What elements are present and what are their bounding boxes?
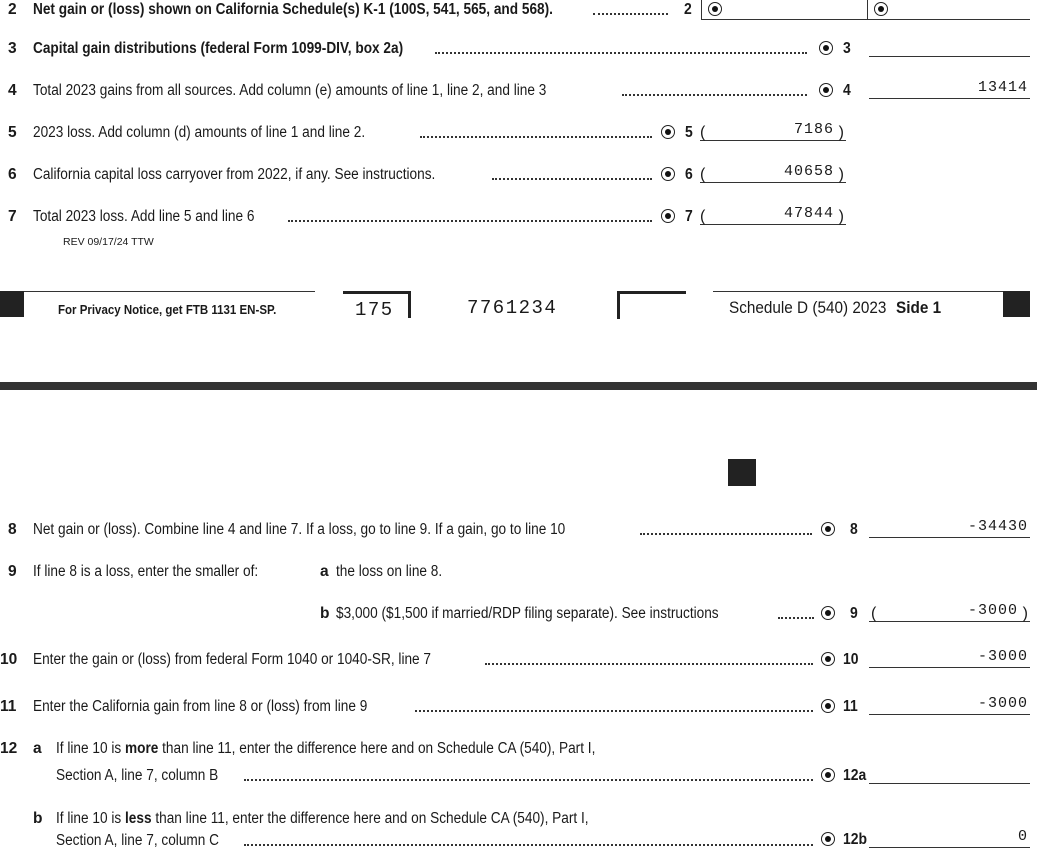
line-11-field[interactable] xyxy=(869,695,1030,715)
leader-dots xyxy=(244,844,813,846)
line-7-number: 7 xyxy=(8,208,17,225)
line-6-field[interactable] xyxy=(700,163,846,183)
code-box-side xyxy=(408,291,411,318)
close-paren: ) xyxy=(838,166,844,183)
line-12a-box-label: 12a xyxy=(843,767,867,784)
line-12b-radio-icon[interactable] xyxy=(821,832,835,846)
line-12a-text-2: Section A, line 7, column B xyxy=(56,767,219,784)
line-10-value: -3000 xyxy=(977,648,1028,665)
close-paren: ) xyxy=(838,208,844,225)
line-9-field[interactable] xyxy=(869,602,1030,622)
line-12a-radio-icon[interactable] xyxy=(821,768,835,782)
line-2-field-e[interactable] xyxy=(867,0,1030,20)
line-4-text: Total 2023 gains from all sources. Add column (e) amounts of line 1, line 2, and line 3 xyxy=(33,82,547,99)
line-4-radio-icon[interactable] xyxy=(819,83,833,97)
leader-dots xyxy=(420,136,652,138)
line-3-number: 3 xyxy=(8,40,17,57)
leader-dots xyxy=(622,94,807,96)
line-12b-text-post: than line 11, enter the difference here and on Schedule CA (540), Part I, xyxy=(151,810,589,827)
line-12a-label: a xyxy=(33,740,42,757)
line-2-number: 2 xyxy=(8,1,17,18)
line-4-field[interactable] xyxy=(869,79,1030,99)
line-2-box-label: 2 xyxy=(684,1,692,18)
line-5-radio-icon[interactable] xyxy=(661,125,675,139)
line-10-box-label: 10 xyxy=(843,651,859,668)
line-9a-text: the loss on line 8. xyxy=(336,563,443,580)
line-12b-value: 0 xyxy=(1017,828,1028,845)
line-12a-text-pre: If line 10 is xyxy=(56,740,125,757)
line-12a-text xyxy=(56,740,595,758)
line-6-box-label: 6 xyxy=(685,166,693,183)
close-paren: ) xyxy=(1022,605,1028,622)
leader-dots xyxy=(640,533,812,535)
line-10-text: Enter the gain or (loss) from federal Form 1040 or 1040-SR, line 7 xyxy=(33,651,432,668)
bracket-side xyxy=(617,291,620,319)
leader-dots xyxy=(492,178,652,180)
line-9-box-label: 9 xyxy=(850,605,858,622)
schedule-title xyxy=(729,298,941,318)
line-10-field[interactable] xyxy=(869,648,1030,668)
line-10-number: 10 xyxy=(0,651,18,668)
open-paren: ( xyxy=(700,124,706,141)
close-paren: ) xyxy=(838,124,844,141)
line-8-text: Net gain or (loss). Combine line 4 and line 7. If a loss, go to line 9. If a gain, go to line 10 xyxy=(33,521,566,538)
leader-dots xyxy=(415,710,813,712)
leader-dots xyxy=(593,13,668,15)
side-label: Side 1 xyxy=(896,298,942,317)
line-3-text: Capital gain distributions (federal Form 1099-DIV, box 2a) xyxy=(33,40,404,57)
line-2-field-d[interactable] xyxy=(701,0,867,20)
open-paren: ( xyxy=(871,605,877,622)
line-6-number: 6 xyxy=(8,166,17,183)
line-5-text: 2023 loss. Add column (d) amounts of line 1 and line 2. xyxy=(33,124,366,141)
line-12b-box-label: 12b xyxy=(843,831,868,848)
line-5-field[interactable] xyxy=(700,121,846,141)
form-barcode-number: 7761234 xyxy=(467,297,558,319)
line-3-box-label: 3 xyxy=(843,40,851,57)
line-12a-text-bold: more xyxy=(124,740,159,757)
line-3-field[interactable] xyxy=(869,37,1030,57)
line-12b-text xyxy=(56,810,589,828)
line-9-number: 9 xyxy=(8,563,17,580)
line-9b-text: $3,000 ($1,500 if married/RDP filing separate). See instructions xyxy=(336,605,719,622)
line-7-field[interactable] xyxy=(700,205,846,225)
line-7-value: 47844 xyxy=(783,205,834,222)
footer-rule xyxy=(713,291,1003,292)
line-10-radio-icon[interactable] xyxy=(821,652,835,666)
line-5-value: 7186 xyxy=(793,121,834,138)
line-12b-text-pre: If line 10 is xyxy=(56,810,125,827)
line-12-number: 12 xyxy=(0,740,18,757)
line-7-text: Total 2023 loss. Add line 5 and line 6 xyxy=(33,208,255,225)
line-9a-label: a xyxy=(320,563,329,580)
line-9b-label: b xyxy=(320,605,330,622)
leader-dots xyxy=(435,52,807,54)
form-code: 175 xyxy=(355,299,394,321)
leader-dots xyxy=(244,779,813,781)
line-5-box-label: 5 xyxy=(685,124,693,141)
line-12b-text-bold: less xyxy=(124,810,152,827)
revision-note: REV 09/17/24 TTW xyxy=(63,236,154,248)
open-paren: ( xyxy=(700,166,706,183)
page-divider xyxy=(0,382,1037,390)
line-4-number: 4 xyxy=(8,82,17,99)
line-2-text: Net gain or (loss) shown on California Schedule(s) K-1 (100S, 541, 565, and 568). xyxy=(33,1,553,18)
line-9-radio-icon[interactable] xyxy=(821,606,835,620)
line-9-value: -3000 xyxy=(967,602,1018,619)
footer-rule xyxy=(24,291,315,292)
line-4-value: 13414 xyxy=(977,79,1028,96)
leader-dots xyxy=(288,220,652,222)
line-3-radio-icon[interactable] xyxy=(819,41,833,55)
open-paren: ( xyxy=(700,208,706,225)
line-8-field[interactable] xyxy=(869,518,1030,538)
leader-dots xyxy=(485,663,813,665)
bracket-top xyxy=(617,291,686,294)
line-7-radio-icon[interactable] xyxy=(661,209,675,223)
line-12b-field[interactable] xyxy=(869,828,1030,848)
line-11-number: 11 xyxy=(0,698,17,715)
registration-mark xyxy=(0,291,24,317)
line-12a-field[interactable] xyxy=(869,764,1030,784)
line-11-text: Enter the California gain from line 8 or (loss) from line 9 xyxy=(33,698,368,715)
line-12a-text-post: than line 11, enter the difference here and on Schedule CA (540), Part I, xyxy=(158,740,596,757)
registration-mark xyxy=(1003,291,1030,317)
line-11-value: -3000 xyxy=(977,695,1028,712)
line-6-value: 40658 xyxy=(783,163,834,180)
line-8-number: 8 xyxy=(8,521,17,538)
line-4-box-label: 4 xyxy=(843,82,851,99)
line-6-radio-icon[interactable] xyxy=(661,167,675,181)
line-8-radio-icon[interactable] xyxy=(821,522,835,536)
line-5-number: 5 xyxy=(8,124,17,141)
schedule-name: Schedule D (540) 2023 xyxy=(729,298,887,317)
registration-mark xyxy=(728,459,756,486)
line-12b-text-2: Section A, line 7, column C xyxy=(56,832,220,849)
leader-dots xyxy=(778,617,814,619)
line-6-text: California capital loss carryover from 2022, if any. See instructions. xyxy=(33,166,436,183)
code-box-top xyxy=(343,291,411,294)
line-9-text: If line 8 is a loss, enter the smaller of: xyxy=(33,563,259,580)
line-8-value: -34430 xyxy=(967,518,1028,535)
line-11-box-label: 11 xyxy=(843,698,858,715)
line-7-box-label: 7 xyxy=(685,208,693,225)
privacy-notice: For Privacy Notice, get FTB 1131 EN-SP. xyxy=(58,303,277,317)
line-8-box-label: 8 xyxy=(850,521,858,538)
line-12b-label: b xyxy=(33,810,43,827)
line-11-radio-icon[interactable] xyxy=(821,699,835,713)
